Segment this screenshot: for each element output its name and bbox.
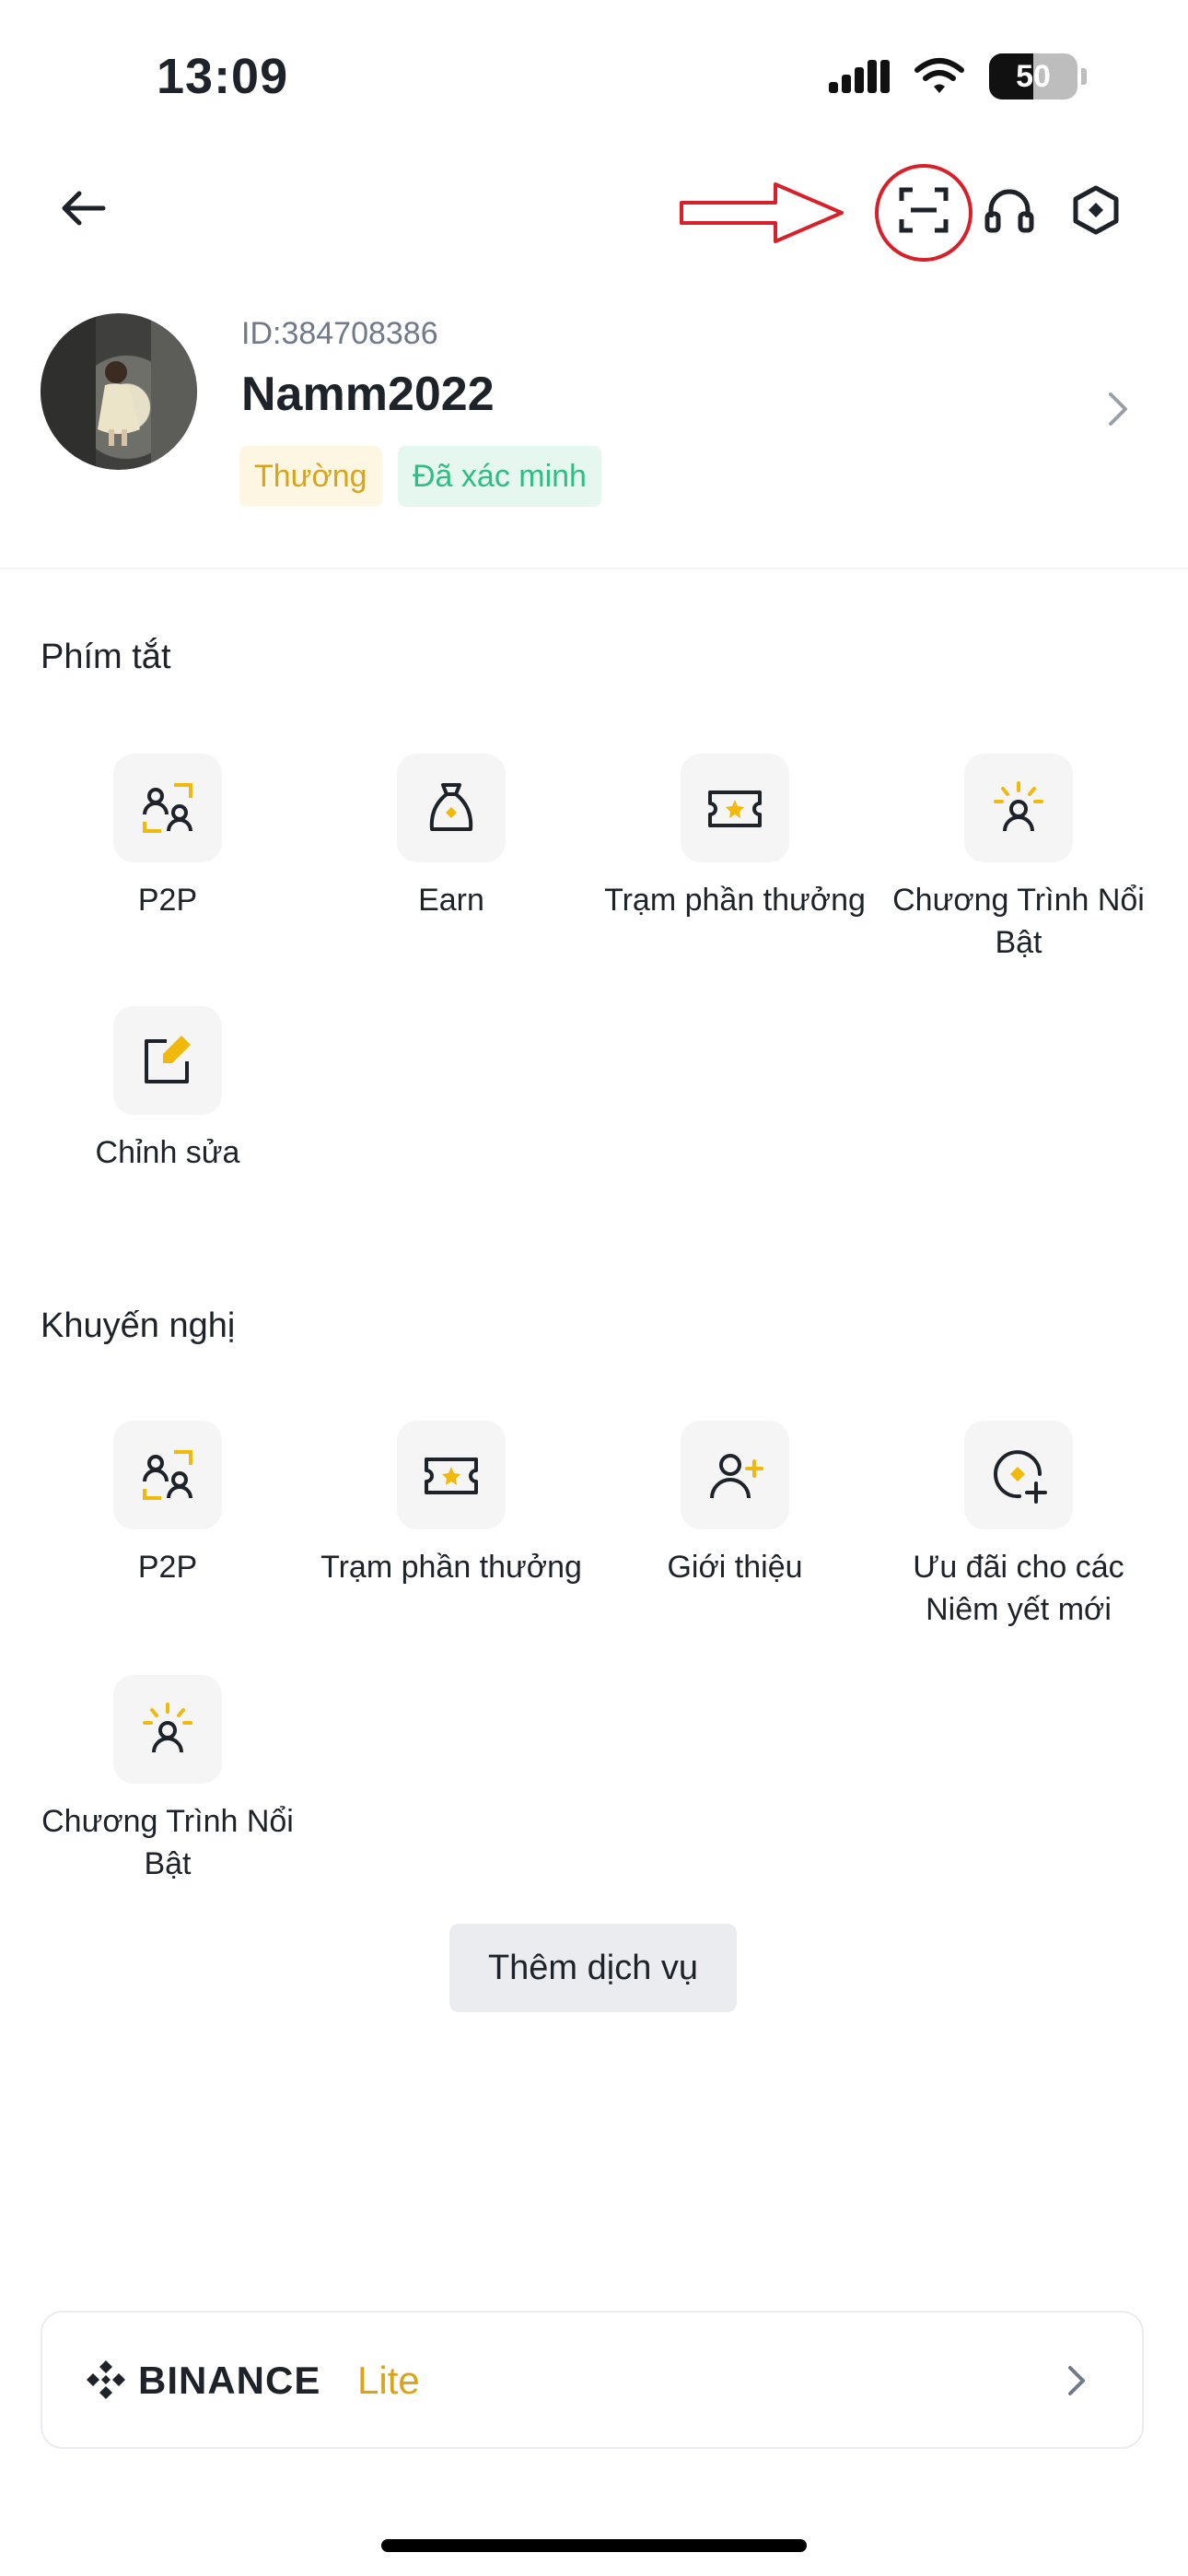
- battery-indicator: [989, 53, 1077, 100]
- wifi-icon: [914, 57, 965, 96]
- support-headset-icon[interactable]: [982, 182, 1037, 238]
- shortcut-label: Trạm phần thưởng: [604, 883, 866, 918]
- status-icons: [829, 53, 1087, 100]
- recommended-reward-hub[interactable]: [313, 1421, 589, 1588]
- status-time: 13:09: [157, 49, 289, 104]
- shortcut-earn[interactable]: [313, 754, 589, 921]
- recommended-title: Khuyến nghị: [41, 1306, 236, 1345]
- recommended-spotlight[interactable]: [29, 1675, 306, 1885]
- shortcut-label: Chương Trình Nổi Bật: [892, 883, 1145, 960]
- binance-brand: BINANCE: [138, 2359, 321, 2402]
- battery-cap: [1081, 68, 1087, 85]
- lite-chevron-right-icon: [1063, 2362, 1090, 2399]
- settings-icon[interactable]: [1068, 182, 1124, 238]
- binance-logo-icon: [83, 2357, 129, 2403]
- p2p-icon: [135, 776, 200, 840]
- section-divider: [0, 568, 1188, 569]
- binance-lite-card[interactable]: [41, 2311, 1144, 2449]
- recommended-p2p[interactable]: [29, 1421, 306, 1588]
- avatar[interactable]: [41, 313, 197, 470]
- annotation-arrow: [680, 181, 845, 245]
- back-arrow-icon[interactable]: [55, 181, 111, 236]
- recommended-label: P2P: [137, 1550, 198, 1585]
- shortcut-p2p[interactable]: [29, 754, 306, 921]
- spotlight-person-icon: [135, 1697, 200, 1762]
- lite-label: Lite: [357, 2359, 420, 2402]
- account-tier-badge: Thường: [239, 446, 382, 507]
- shortcut-label: Earn: [418, 883, 484, 918]
- recommended-label: Ưu đãi cho các Niêm yết mới: [913, 1550, 1124, 1627]
- scan-icon[interactable]: [896, 182, 951, 238]
- new-listing-icon: [986, 1443, 1051, 1507]
- battery-percent: 50: [1016, 58, 1051, 94]
- shortcut-label: Chỉnh sửa: [95, 1135, 240, 1170]
- recommended-label: Giới thiệu: [667, 1550, 803, 1585]
- verified-badge: Đã xác minh: [398, 446, 601, 507]
- edit-icon: [135, 1028, 200, 1093]
- recommended-label: Trạm phần thưởng: [320, 1550, 582, 1585]
- recommended-new-listing[interactable]: [880, 1421, 1157, 1631]
- shortcut-edit[interactable]: [29, 1006, 306, 1174]
- shortcut-label: P2P: [137, 883, 198, 918]
- user-id: ID:384708386: [241, 316, 438, 351]
- home-indicator: [381, 2539, 807, 2552]
- shortcut-reward-hub[interactable]: [597, 754, 873, 921]
- earn-bag-icon: [419, 776, 483, 840]
- shortcut-spotlight[interactable]: [880, 754, 1157, 964]
- reward-ticket-icon: [419, 1443, 483, 1507]
- avatar-photo: [41, 313, 197, 470]
- username: Namm2022: [241, 368, 495, 421]
- cellular-signal-icon: [829, 58, 890, 95]
- add-referral-icon: [703, 1443, 767, 1507]
- shortcuts-title: Phím tắt: [41, 638, 171, 676]
- profile-chevron-right-icon[interactable]: [1101, 389, 1135, 429]
- p2p-icon: [135, 1443, 200, 1507]
- recommended-referral[interactable]: [597, 1421, 873, 1588]
- recommended-label: Chương Trình Nổi Bật: [41, 1804, 294, 1881]
- reward-ticket-icon: [703, 776, 767, 840]
- spotlight-person-icon: [986, 776, 1051, 840]
- more-services-button[interactable]: Thêm dịch vụ: [449, 1924, 737, 2012]
